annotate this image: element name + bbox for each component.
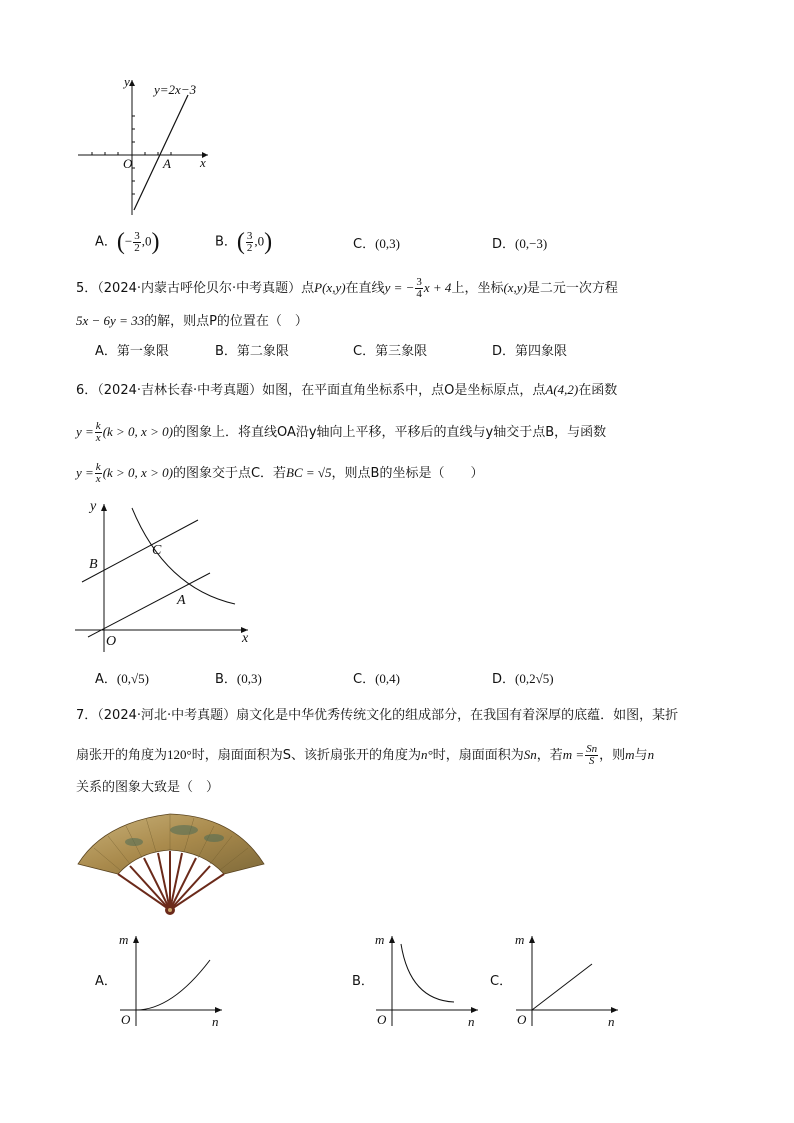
q6-option-b[interactable]: B．(0,3)	[215, 671, 262, 687]
folding-fan-image	[74, 808, 268, 918]
q5-line2: 5x − 6y = 33的解，则点P的位置在（ ）	[76, 313, 308, 329]
q7-choice-b-graph[interactable]	[372, 930, 482, 1030]
q7-b-n: n	[468, 1014, 475, 1029]
q7-a-n: n	[212, 1014, 219, 1029]
q6-point-b: B	[89, 557, 98, 572]
q4-option-a[interactable]: A．(− $\frac{3}{2}$ ,0)	[95, 229, 160, 255]
q6-line2: y = $\frac{k}{x}$ (k > 0, x > 0)的图象上．将直线OA沿y轴向上平移，平移后的直线与y轴交于点B，与函数	[76, 420, 607, 444]
q4-option-b[interactable]: B．( $\frac{3}{2}$ ,0)	[215, 229, 273, 255]
q4-option-c[interactable]: C．(0,3)	[353, 236, 400, 252]
q4-line-label: y=2x−3	[154, 82, 197, 97]
q7-a-m: m	[119, 932, 129, 947]
q5-option-c[interactable]: C．第三象限	[353, 344, 428, 359]
q4-option-d[interactable]: D．(0,−3)	[492, 236, 548, 252]
q6-source: （2024·吉林长春·中考真题）	[97, 383, 263, 398]
q7-choice-c-label[interactable]: C．	[490, 974, 513, 989]
q5-option-d[interactable]: D．第四象限	[492, 344, 568, 359]
q6-option-c[interactable]: C．(0,4)	[353, 671, 400, 687]
q6-axis-x: x	[242, 631, 249, 646]
q4-axis-x: x	[200, 155, 206, 170]
q6-option-d[interactable]: D．(0,2√5)	[492, 671, 554, 687]
q7-source: （2024·河北·中考真题）	[97, 708, 237, 723]
q7-line2: 扇张开的角度为120°时，扇面面积为S、该折扇张开的角度为n°时，扇面面积为Sn，若m = $\frac{Sn}{S}$ ，则m与n	[76, 743, 655, 767]
q6-point-c: C	[152, 543, 162, 558]
q6-point-a: A	[177, 593, 186, 608]
q5-option-a[interactable]: A．第一象限	[95, 344, 169, 359]
q7-choice-a-label[interactable]: A．	[95, 974, 117, 989]
q6-coordinate-graph	[70, 492, 260, 662]
q7-choice-b-label[interactable]: B．	[352, 974, 374, 989]
q6-option-a[interactable]: A．(0,√5)	[95, 671, 149, 687]
q7-a-o: O	[121, 1012, 131, 1027]
q5-source: （2024·内蒙古呼伦贝尔·中考真题）	[97, 281, 302, 296]
q5-option-b[interactable]: B．第二象限	[215, 344, 289, 359]
q6-axis-y: y	[90, 499, 97, 514]
q7-c-o: O	[517, 1012, 527, 1027]
q6-line1: 6．（2024·吉林长春·中考真题）如图，在平面直角坐标系中，点O是坐标原点，点A(4,2)在函数	[76, 382, 618, 398]
q4-point-a: A	[163, 156, 171, 171]
q5-line1: 5．（2024·内蒙古呼伦贝尔·中考真题）点P(x,y)在直线y = − $\frac{3}{4}$ x + 4上，坐标(x,y)是二元一次方程	[76, 276, 618, 300]
q7-choice-a-graph[interactable]	[116, 930, 226, 1030]
q6-number: 6．	[76, 383, 98, 398]
q7-c-m: m	[515, 932, 525, 947]
q7-choice-c-graph[interactable]	[512, 930, 622, 1030]
q7-number: 7．	[76, 708, 98, 723]
q4-origin: O	[123, 156, 133, 171]
q5-number: 5．	[76, 281, 98, 296]
q7-b-m: m	[375, 932, 385, 947]
q4-line-graph	[70, 70, 220, 220]
q6-line3: y = $\frac{k}{x}$ (k > 0, x > 0)的图象交于点C．若BC = √5，则点B的坐标是（ ）	[76, 461, 484, 485]
q6-origin: O	[106, 634, 117, 649]
q7-c-n: n	[608, 1014, 615, 1029]
q7-b-o: O	[377, 1012, 387, 1027]
q7-line3: 关系的图象大致是（ ）	[76, 780, 220, 795]
q7-line1: 7．（2024·河北·中考真题）扇文化是中华优秀传统文化的组成部分，在我国有着深厚的底蕴．如图，某折	[76, 708, 679, 723]
q4-axis-y: y	[124, 74, 130, 89]
